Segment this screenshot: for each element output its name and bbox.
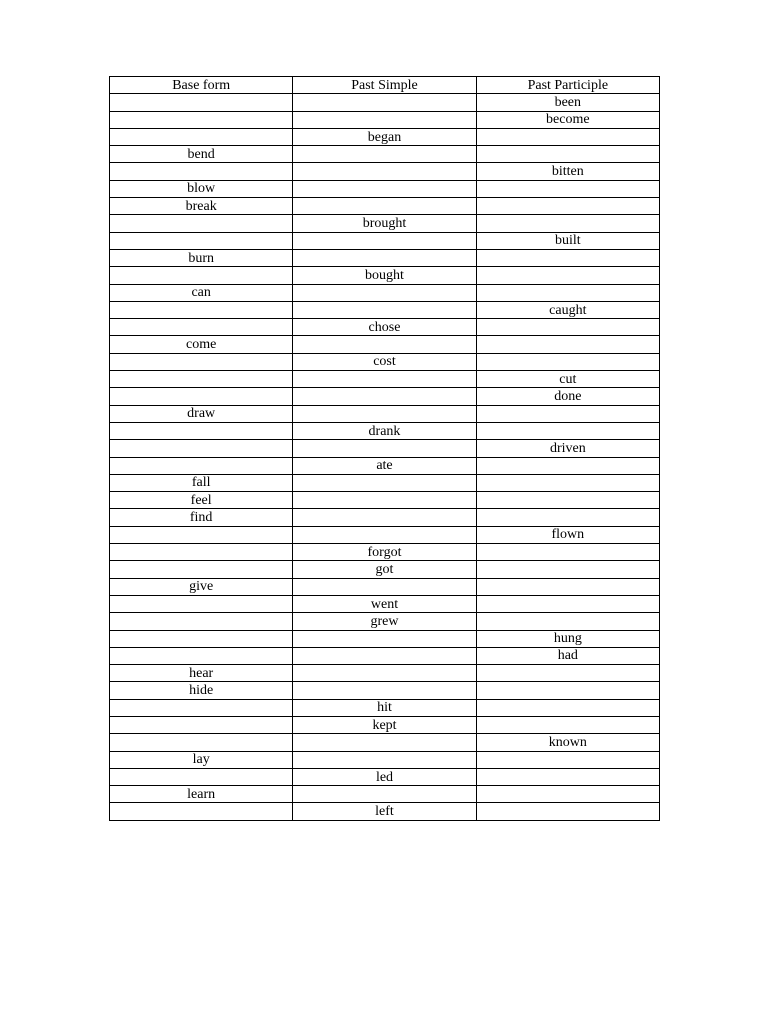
past-simple-cell	[293, 474, 476, 491]
base-form-cell	[110, 94, 293, 111]
past-simple-cell: cost	[293, 353, 476, 370]
past-simple-cell	[293, 371, 476, 388]
past-participle-cell	[476, 751, 659, 768]
base-form-cell	[110, 630, 293, 647]
past-simple-cell	[293, 180, 476, 197]
past-participle-cell: become	[476, 111, 659, 128]
past-simple-cell: brought	[293, 215, 476, 232]
base-form-cell	[110, 353, 293, 370]
past-simple-cell: chose	[293, 319, 476, 336]
past-participle-cell	[476, 474, 659, 491]
past-participle-cell: had	[476, 647, 659, 664]
past-participle-cell	[476, 492, 659, 509]
table-row	[110, 526, 660, 543]
table-row	[110, 336, 660, 353]
table-row	[110, 630, 660, 647]
table-row	[110, 578, 660, 595]
base-form-cell	[110, 457, 293, 474]
base-form-cell: hide	[110, 682, 293, 699]
past-participle-cell	[476, 544, 659, 561]
table-row	[110, 388, 660, 405]
base-form-cell: burn	[110, 249, 293, 266]
table-row	[110, 267, 660, 284]
table-row	[110, 163, 660, 180]
past-participle-cell	[476, 716, 659, 733]
table-row	[110, 786, 660, 803]
base-form-cell	[110, 111, 293, 128]
table-row	[110, 682, 660, 699]
past-simple-cell	[293, 665, 476, 682]
past-simple-cell	[293, 111, 476, 128]
table-row	[110, 474, 660, 491]
past-simple-cell: left	[293, 803, 476, 820]
base-form-cell	[110, 388, 293, 405]
table-row	[110, 146, 660, 163]
table-row	[110, 284, 660, 301]
base-form-cell: lay	[110, 751, 293, 768]
base-form-cell: give	[110, 578, 293, 595]
base-form-cell: bend	[110, 146, 293, 163]
past-participle-cell	[476, 682, 659, 699]
table-row	[110, 768, 660, 785]
base-form-cell	[110, 613, 293, 630]
table-row	[110, 215, 660, 232]
base-form-cell	[110, 526, 293, 543]
past-participle-cell	[476, 665, 659, 682]
base-form-cell: draw	[110, 405, 293, 422]
past-participle-cell: done	[476, 388, 659, 405]
table-row	[110, 180, 660, 197]
past-participle-cell: built	[476, 232, 659, 249]
past-simple-cell: ate	[293, 457, 476, 474]
table-row	[110, 457, 660, 474]
base-form-cell	[110, 595, 293, 612]
base-form-cell: fall	[110, 474, 293, 491]
table-row	[110, 440, 660, 457]
table-header-row	[110, 77, 660, 94]
table-row	[110, 647, 660, 664]
header-past-participle: Past Participle	[476, 77, 659, 94]
verb-forms-table	[109, 76, 660, 821]
past-simple-cell	[293, 682, 476, 699]
past-simple-cell: went	[293, 595, 476, 612]
past-participle-cell: bitten	[476, 163, 659, 180]
past-participle-cell	[476, 146, 659, 163]
past-participle-cell: known	[476, 734, 659, 751]
past-simple-cell	[293, 284, 476, 301]
past-simple-cell	[293, 301, 476, 318]
past-participle-cell	[476, 405, 659, 422]
past-simple-cell	[293, 578, 476, 595]
past-participle-cell: cut	[476, 371, 659, 388]
base-form-cell	[110, 128, 293, 145]
table-row	[110, 595, 660, 612]
past-simple-cell: began	[293, 128, 476, 145]
base-form-cell: break	[110, 198, 293, 215]
past-simple-cell	[293, 336, 476, 353]
past-participle-cell	[476, 803, 659, 820]
table-row	[110, 405, 660, 422]
table-row	[110, 544, 660, 561]
past-simple-cell	[293, 509, 476, 526]
table-row	[110, 509, 660, 526]
table-row	[110, 371, 660, 388]
past-simple-cell	[293, 146, 476, 163]
past-participle-cell	[476, 198, 659, 215]
base-form-cell	[110, 422, 293, 439]
base-form-cell	[110, 371, 293, 388]
base-form-cell: hear	[110, 665, 293, 682]
past-participle-cell	[476, 422, 659, 439]
base-form-cell	[110, 716, 293, 733]
past-participle-cell	[476, 768, 659, 785]
past-simple-cell	[293, 405, 476, 422]
past-participle-cell	[476, 561, 659, 578]
past-participle-cell	[476, 319, 659, 336]
base-form-cell	[110, 699, 293, 716]
past-simple-cell	[293, 440, 476, 457]
base-form-cell: come	[110, 336, 293, 353]
base-form-cell	[110, 544, 293, 561]
past-participle-cell	[476, 699, 659, 716]
table-row	[110, 353, 660, 370]
past-participle-cell: been	[476, 94, 659, 111]
past-simple-cell	[293, 630, 476, 647]
base-form-cell: find	[110, 509, 293, 526]
table-row	[110, 94, 660, 111]
past-simple-cell	[293, 388, 476, 405]
table-row	[110, 128, 660, 145]
table-row	[110, 613, 660, 630]
header-past-simple: Past Simple	[293, 77, 476, 94]
base-form-cell: can	[110, 284, 293, 301]
past-simple-cell	[293, 94, 476, 111]
table-row	[110, 734, 660, 751]
table-row	[110, 301, 660, 318]
past-participle-cell	[476, 267, 659, 284]
past-simple-cell	[293, 492, 476, 509]
table-row	[110, 716, 660, 733]
past-simple-cell: forgot	[293, 544, 476, 561]
table-row	[110, 665, 660, 682]
base-form-cell	[110, 215, 293, 232]
base-form-cell	[110, 768, 293, 785]
table-row	[110, 319, 660, 336]
past-participle-cell	[476, 509, 659, 526]
past-simple-cell	[293, 249, 476, 266]
table-row	[110, 751, 660, 768]
base-form-cell	[110, 267, 293, 284]
past-simple-cell	[293, 163, 476, 180]
past-simple-cell	[293, 232, 476, 249]
past-simple-cell	[293, 734, 476, 751]
past-simple-cell	[293, 198, 476, 215]
base-form-cell	[110, 163, 293, 180]
base-form-cell	[110, 440, 293, 457]
past-simple-cell: hit	[293, 699, 476, 716]
base-form-cell	[110, 301, 293, 318]
past-participle-cell: driven	[476, 440, 659, 457]
past-simple-cell	[293, 526, 476, 543]
past-participle-cell: hung	[476, 630, 659, 647]
table-row	[110, 198, 660, 215]
past-simple-cell	[293, 647, 476, 664]
past-simple-cell	[293, 751, 476, 768]
past-participle-cell: flown	[476, 526, 659, 543]
table-row	[110, 492, 660, 509]
base-form-cell: blow	[110, 180, 293, 197]
past-participle-cell	[476, 457, 659, 474]
base-form-cell	[110, 232, 293, 249]
base-form-cell: feel	[110, 492, 293, 509]
base-form-cell: learn	[110, 786, 293, 803]
base-form-cell	[110, 803, 293, 820]
table-row	[110, 422, 660, 439]
past-participle-cell	[476, 215, 659, 232]
past-participle-cell	[476, 595, 659, 612]
table-row	[110, 232, 660, 249]
past-simple-cell: bought	[293, 267, 476, 284]
table-row	[110, 699, 660, 716]
past-simple-cell: grew	[293, 613, 476, 630]
table-row	[110, 111, 660, 128]
past-participle-cell	[476, 578, 659, 595]
base-form-cell	[110, 319, 293, 336]
base-form-cell	[110, 647, 293, 664]
header-base-form: Base form	[110, 77, 293, 94]
past-participle-cell	[476, 249, 659, 266]
past-simple-cell: kept	[293, 716, 476, 733]
base-form-cell	[110, 561, 293, 578]
past-participle-cell	[476, 613, 659, 630]
past-participle-cell	[476, 786, 659, 803]
table-row	[110, 249, 660, 266]
base-form-cell	[110, 734, 293, 751]
past-participle-cell	[476, 284, 659, 301]
past-participle-cell	[476, 180, 659, 197]
past-participle-cell	[476, 128, 659, 145]
past-participle-cell: caught	[476, 301, 659, 318]
past-participle-cell	[476, 353, 659, 370]
table-row	[110, 561, 660, 578]
past-simple-cell: got	[293, 561, 476, 578]
past-participle-cell	[476, 336, 659, 353]
past-simple-cell	[293, 786, 476, 803]
past-simple-cell: drank	[293, 422, 476, 439]
table-row	[110, 803, 660, 820]
past-simple-cell: led	[293, 768, 476, 785]
